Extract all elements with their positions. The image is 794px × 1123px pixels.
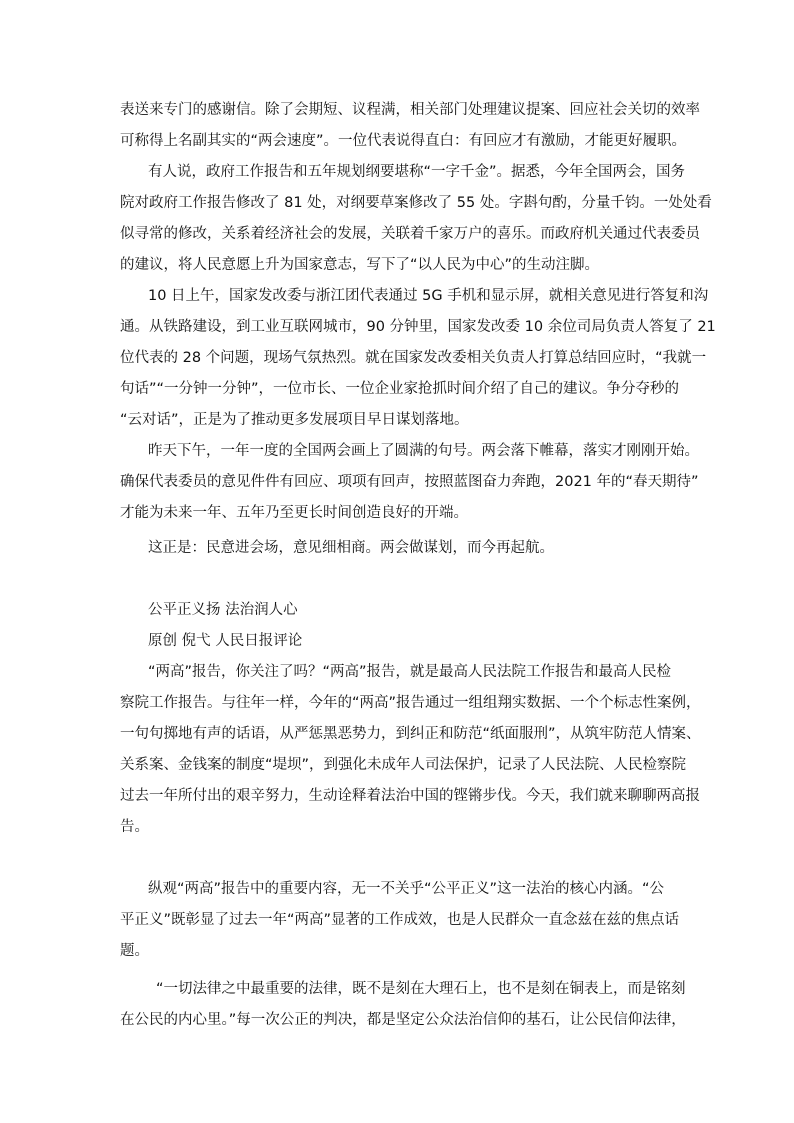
text-line: 表送来专门的感谢信。除了会期短、议程满，相关部门处理建议提案、回应社会关切的效率	[120, 102, 700, 118]
text-line: “一切法律之中最重要的法律，既不是刻在大理石上，也不是刻在铜表上，而是铭刻	[156, 981, 686, 997]
text-line: 通。从铁路建设，到工业互联网城市，90 分钟里，国家发改委 10 余位司局负责人答复了 21	[120, 319, 716, 335]
text-line: 这正是：民意进会场，意见细相商。两会做谋划，而今再起航。	[148, 540, 554, 556]
text-line: 位代表的 28 个问题，现场气氛热烈。就在国家发改委相关负责人打算总结回应时，“我就一	[120, 350, 707, 366]
text-line: 平正义”既彰显了过去一年“两高”显著的工作成效，也是人民群众一直念兹在兹的焦点话	[120, 912, 680, 928]
text-line: 似寻常的修改，关系着经济社会的发展，关联着千家万户的喜乐。而政府机关通过代表委员	[120, 226, 700, 242]
text-line: “云对话”，正是为了推动更多发展项目早日谋划落地。	[120, 412, 469, 428]
text-line: 一句句掷地有声的话语，从严惩黑恶势力，到纠正和防范“纸面服刑”，从筑牢防范人情案、	[120, 726, 701, 742]
text-line: 纵观“两高”报告中的重要内容，无一不关乎“公平正义”这一法治的核心内涵。“公	[148, 881, 665, 897]
text-line: 的建议，将人民意愿上升为国家意志，写下了“以人民为中心”的生动注脚。	[120, 257, 600, 273]
text-line: 确保代表委员的意见件件有回应、项项有回声，按照蓝图奋力奔跑，2021 年的“春天期待”	[120, 474, 699, 490]
text-line: 昨天下午，一年一度的全国两会画上了圆满的句号。两会落下帷幕，落实才刚刚开始。	[148, 443, 699, 459]
text-line: 过去一年所付出的艰辛努力，生动诠释着法治中国的铿锵步伐。今天，我们就来聊聊两高报	[120, 788, 700, 804]
text-line: 关系案、金钱案的制度“堤坝”，到强化未成年人司法保护，记录了人民法院、人民检察院	[120, 757, 687, 773]
text-line: “两高”报告，你关注了吗？“两高”报告，就是最高人民法院工作报告和最高人民检	[148, 664, 672, 680]
text-line: 可称得上名副其实的“两会速度”。一位代表说得直白：有回应才有激励，才能更好履职。	[120, 133, 687, 149]
text-line: 才能为未来一年、五年乃至更长时间创造良好的开端。	[120, 505, 468, 521]
text-line: 句话”“一分钟一分钟”，一位市长、一位企业家抢抓时间介绍了自己的建议。争分夺秒的	[120, 381, 680, 397]
article-byline: 原创 倪弋 人民日报评论	[148, 633, 303, 649]
text-line: 院对政府工作报告修改了 81 处，对纲要草案修改了 55 处。字斟句酌，分量千钧。一处处看	[120, 195, 712, 211]
text-line: 有人说，政府工作报告和五年规划纲要堪称“一字千金”。据悉，今年全国两会，国务	[148, 164, 686, 180]
text-line: 察院工作报告。与往年一样，今年的“两高”报告通过一组组翔实数据、一个个标志性案例，	[120, 695, 701, 711]
text-line: 告。	[120, 819, 149, 835]
article-title: 公平正义扬 法治润人心	[148, 602, 298, 618]
text-line: 在公民的内心里。”每一次公正的判决，都是坚定公众法治信仰的基石，让公民信仰法律，	[120, 1012, 686, 1028]
text-line: 题。	[120, 943, 149, 959]
text-line: 10 日上午，国家发改委与浙江团代表通过 5G 手机和显示屏，就相关意见进行答复和沟	[148, 288, 709, 304]
